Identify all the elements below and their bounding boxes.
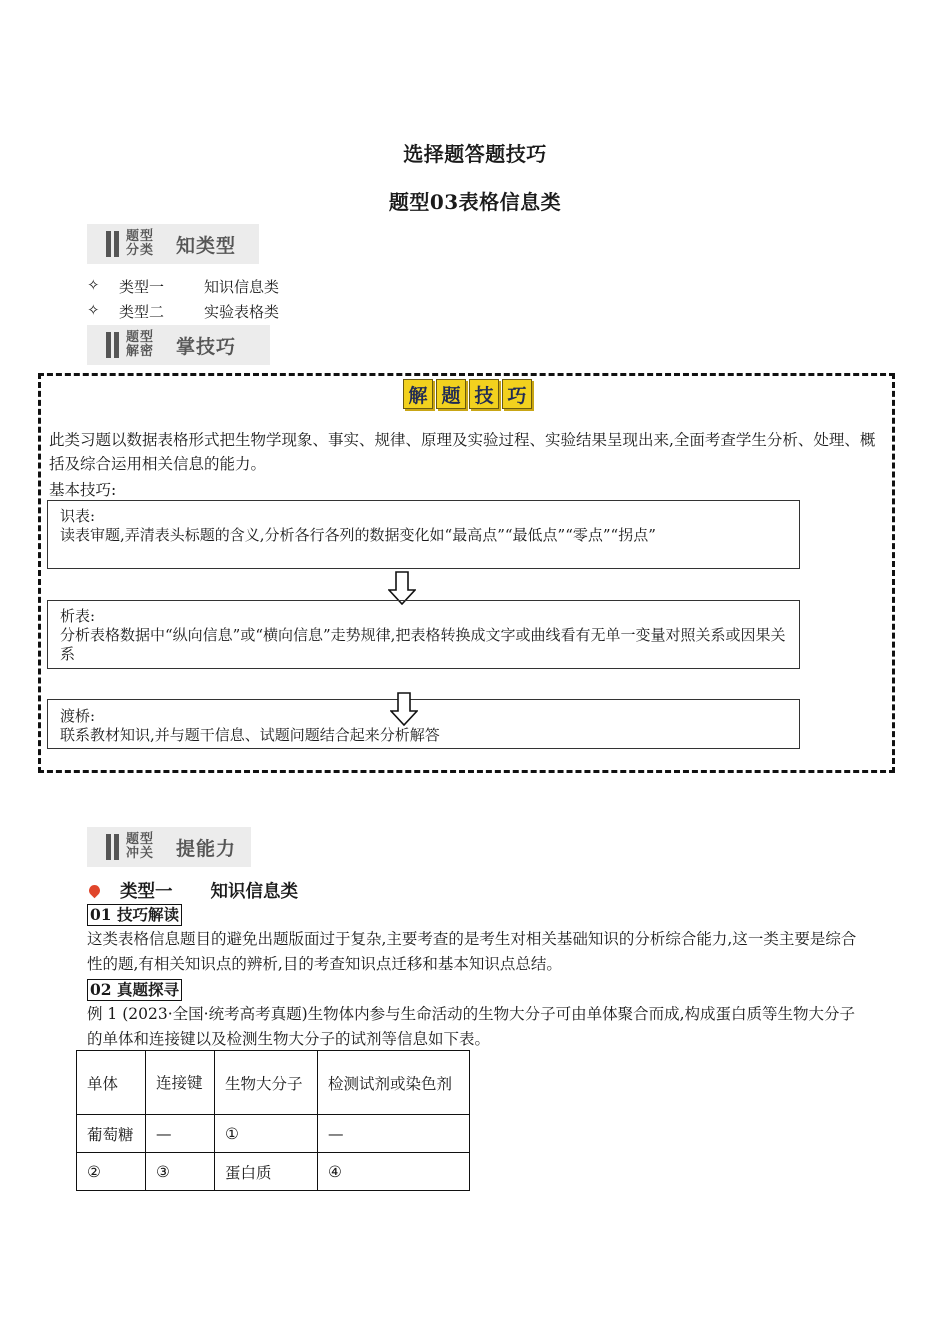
banner-label: 提能力 <box>176 837 237 860</box>
list-item <box>87 301 279 322</box>
step-title: 识表: <box>60 507 96 525</box>
table-header-cell: 生物大分子 <box>215 1051 318 1115</box>
step-text: 读表审题,弄清表头标题的含义,分析各行各列的数据变化如“最高点”“最低点”“零点”“拐点” <box>60 526 656 544</box>
table-cell: ④ <box>318 1153 470 1191</box>
table-cell: ① <box>215 1115 318 1153</box>
table-cell: 葡萄糖 <box>77 1115 146 1153</box>
step-box-analyze <box>47 600 800 669</box>
tips-tiles <box>403 379 532 409</box>
step-box-read <box>47 500 800 569</box>
step-text: 联系教材知识,并与题干信息、试题问题结合起来分析解答 <box>60 726 440 744</box>
down-arrow-icon <box>390 692 418 726</box>
bars-icon <box>106 332 119 358</box>
banner-label: 知类型 <box>176 234 237 257</box>
basic-skills-label: 基本技巧: <box>49 481 117 499</box>
tile: 技 <box>469 379 499 409</box>
table-header-cell: 检测试剂或染色剂 <box>318 1051 470 1115</box>
paragraph-example: 例 1 (2023·全国·统考高考真题)生物体内参与生命活动的生物大分子可由单体聚合而成,构成蛋白质等生物大分子的单体和连接键以及检测生物大分子的试剂等信息如下表。 <box>87 1005 856 1048</box>
type-name: 知识信息类 <box>210 882 298 902</box>
table-cell: ③ <box>146 1153 215 1191</box>
table-cell: — <box>318 1115 470 1153</box>
table-header-cell: 连接键 <box>146 1051 215 1115</box>
bars-icon <box>106 834 119 860</box>
step-box-bridge <box>47 699 800 749</box>
tile: 题 <box>436 379 466 409</box>
table-row <box>77 1153 470 1191</box>
banner-know-types <box>87 224 259 264</box>
tile: 巧 <box>502 379 532 409</box>
heading-real-questions: 02 真题探寻 <box>87 979 182 1001</box>
step-title: 析表: <box>60 607 96 625</box>
type-number: 类型二 <box>119 303 165 321</box>
tile: 解 <box>403 379 433 409</box>
data-table <box>76 1050 470 1191</box>
heading-skill-reading: 01 技巧解读 <box>87 904 182 926</box>
diamond-icon: ✧ <box>87 301 100 319</box>
table-row <box>77 1115 470 1153</box>
banner-tag: 题型分类 <box>126 229 155 258</box>
type-name: 知识信息类 <box>204 278 280 296</box>
step-text: 分析表格数据中“纵向信息”或“横向信息”走势规律,把表格转换成文字或曲线看有无单一变量对照关系或因果关系 <box>60 626 786 663</box>
banner-tag: 题型解密 <box>126 330 155 359</box>
table-cell: ② <box>77 1153 146 1191</box>
table-header-cell: 单体 <box>77 1051 146 1115</box>
type-number: 类型一 <box>120 882 173 902</box>
tips-intro: 此类习题以数据表格形式把生物学现象、事实、规律、原理及实验过程、实验结果呈现出来,全面考查学生分析、处理、概括及综合运用相关信息的能力。 <box>49 431 876 473</box>
type-name: 实验表格类 <box>204 303 280 321</box>
banner-tag: 题型冲关 <box>126 832 155 861</box>
list-item <box>87 276 279 297</box>
page-subtitle: 题型03表格信息类 <box>388 190 562 214</box>
table-header-row <box>77 1051 470 1115</box>
banner-improve-ability <box>87 827 251 867</box>
diamond-icon: ✧ <box>87 276 100 294</box>
banner-label: 掌技巧 <box>176 335 237 358</box>
paragraph-skill-reading: 这类表格信息题目的避免出题版面过于复杂,主要考查的是考生对相关基础知识的分析综合能力,这一类主要是综合性的题,有相关知识点的辨析,目的考查知识点迁移和基本知识点总结。 <box>87 930 857 973</box>
table-cell: 蛋白质 <box>215 1153 318 1191</box>
page-title: 选择题答题技巧 <box>403 142 547 166</box>
bars-icon <box>106 231 119 257</box>
step-title: 渡桥: <box>60 707 96 725</box>
type-number: 类型一 <box>119 278 165 296</box>
section-type-heading <box>87 878 298 903</box>
banner-master-skills <box>87 325 270 365</box>
drop-icon <box>87 883 103 899</box>
table-cell: — <box>146 1115 215 1153</box>
